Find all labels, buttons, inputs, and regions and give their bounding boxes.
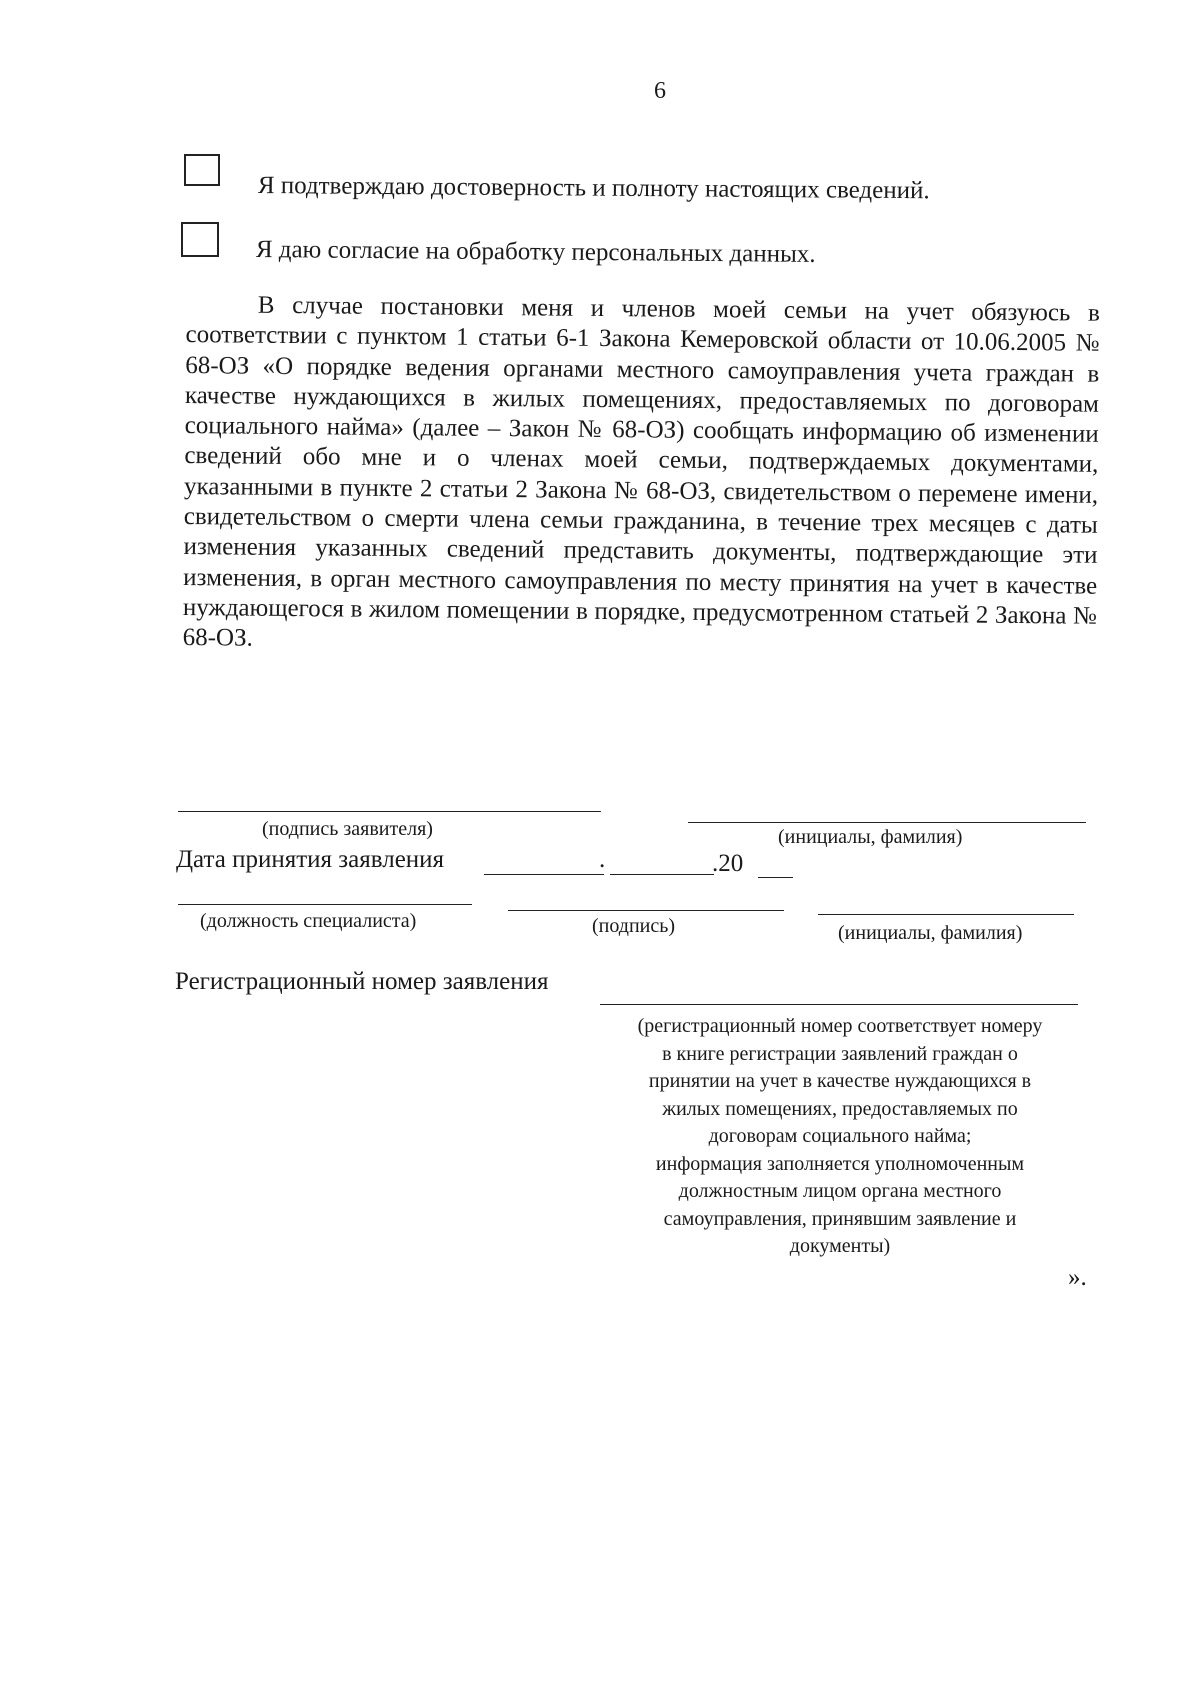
registration-note: (регистрационный номер соответствует номеру в книге регистрации заявлений граждан о принятии на учет в качестве нуждающихся в жилых помещениях, предоставляемых по договорам социального найма; информация заполняется уполномоченным должностным лицом органа местного самоуправления, принявшим заявление и документы) [637,1015,1043,1257]
closing-mark: ». [1068,1264,1087,1291]
date-month-line [610,874,714,875]
date-year-prefix: .20 [712,850,744,877]
date-separator: . [599,846,606,873]
specialist-name-line [818,914,1074,915]
specialist-signature-caption: (подпись) [592,915,676,937]
applicant-name-caption: (инициалы, фамилия) [778,826,963,848]
registration-number-line [600,1004,1078,1005]
specialist-signature-line [508,910,784,911]
date-day-line [484,874,604,875]
applicant-signature-caption: (подпись заявителя) [262,818,433,840]
specialist-position-caption: (должность специалиста) [200,910,417,932]
consent-checkbox-label: Я даю согласие на обработку персональных данных. [255,236,816,268]
obligation-paragraph [183,290,1100,662]
date-year-line [758,877,793,878]
confirm-checkbox[interactable] [184,154,220,186]
obligation-text: В случае постановки меня и членов моей семьи на учет обязуюсь в соответствии с пунктом 1 статьи 6-1 Закона Кемеровской области от 10.06.2005 № 68-ОЗ «О порядке ведения органами местного самоуправления учета граждан в качестве нуждающихся в жилых помещениях, предоставляемых по договорам социального найма» (далее – Закон № 68-ОЗ) сообщать информацию об изменении сведений обо мне и о членах моей семьи, подтверждаемых документами, указанными в пункте 2 статьи 2 Закона № 68-ОЗ, свидетельством о перемене имени, свидетельством о смерти члена семьи гражданина, в течение трех месяцев с даты изменения указанных сведений представить документы, подтверждающие эти изменения, в орган местного самоуправления по месту принятия на учет в качестве нуждающегося в жилом помещении в порядке, предусмотренном статьей 2 Закона № 68-ОЗ. [182,291,1100,652]
registration-label: Регистрационный номер заявления [175,968,549,995]
specialist-name-caption: (инициалы, фамилия) [838,922,1023,944]
page-number: 6 [654,78,666,104]
applicant-signature-line [178,811,601,812]
consent-checkbox[interactable] [181,222,219,257]
specialist-position-line [178,904,472,905]
date-label: Дата принятия заявления [176,846,445,873]
confirm-checkbox-label: Я подтверждаю достоверность и полноту настоящих сведений. [257,172,930,205]
applicant-name-line [688,822,1086,823]
